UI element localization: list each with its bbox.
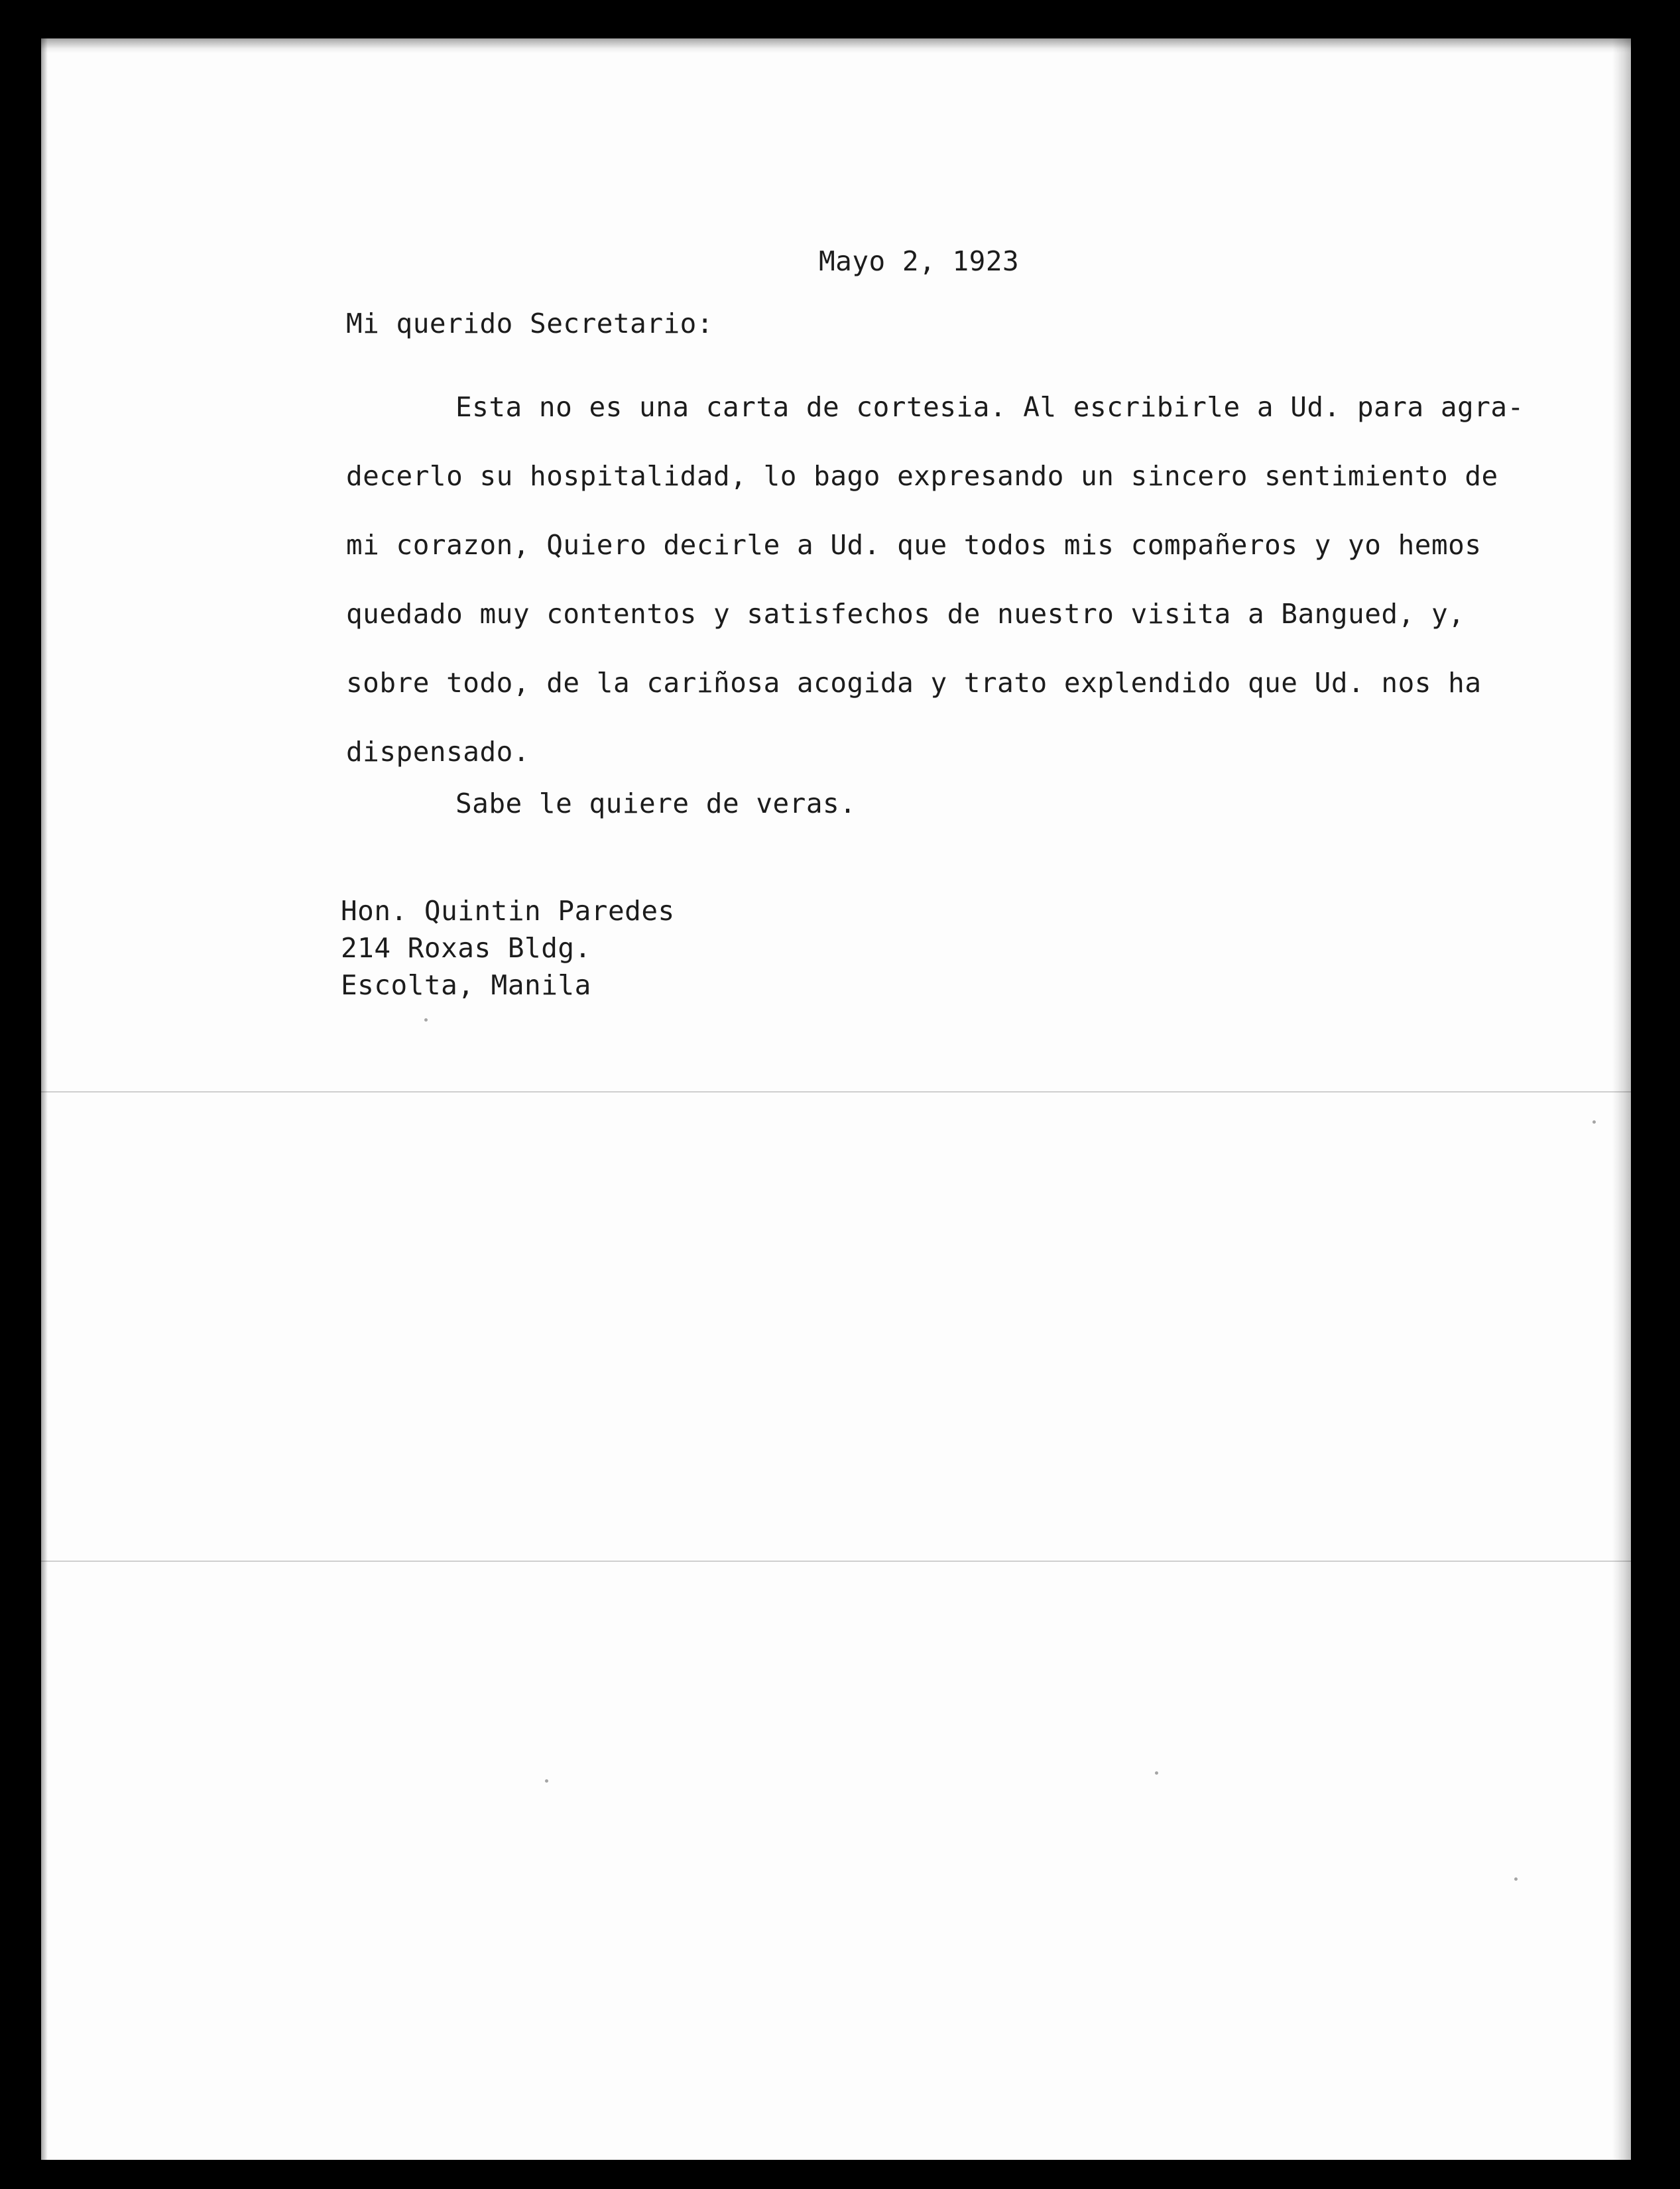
recipient-address-line-1: 214 Roxas Bldg. xyxy=(341,932,591,964)
paper-speck xyxy=(424,1018,428,1022)
body-line: quedado muy contentos y satisfechos de nuestro visita a Bangued, y, xyxy=(346,598,1465,630)
paper-left-edge xyxy=(41,38,48,2160)
body-line: decerlo su hospitalidad, lo bago expresando un sincero sentimiento de xyxy=(346,460,1498,492)
fold-line xyxy=(41,1091,1631,1093)
letter-date: Mayo 2, 1923 xyxy=(819,245,1020,277)
paper-right-edge xyxy=(1612,38,1631,2160)
paper-speck xyxy=(1514,1877,1518,1881)
body-line: mi corazon, Quiero decirle a Ud. que todos mis compañeros y yo hemos xyxy=(346,529,1482,561)
letter-page xyxy=(41,38,1631,2160)
letter-closing: Sabe le quiere de veras. xyxy=(455,788,857,819)
paper-speck xyxy=(545,1779,548,1783)
paper-top-edge xyxy=(41,38,1631,53)
letter-salutation: Mi querido Secretario: xyxy=(346,308,714,339)
body-line: Esta no es una carta de cortesia. Al escribirle a Ud. para agra- xyxy=(455,391,1524,423)
recipient-name: Hon. Quintin Paredes xyxy=(341,895,675,927)
fold-line xyxy=(41,1561,1631,1562)
body-line: dispensado. xyxy=(346,736,530,768)
paper-speck xyxy=(1155,1771,1158,1775)
body-line: sobre todo, de la cariñosa acogida y trato explendido que Ud. nos ha xyxy=(346,667,1482,699)
recipient-address-line-2: Escolta, Manila xyxy=(341,969,591,1001)
paper-speck xyxy=(1592,1120,1596,1124)
